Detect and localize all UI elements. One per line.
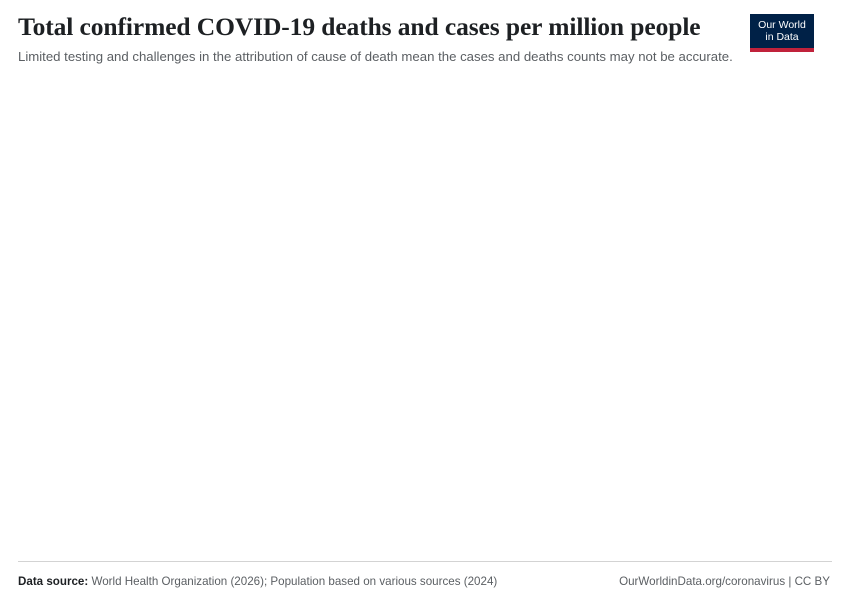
chart-header	[18, 0, 832, 66]
chart-canvas	[18, 76, 832, 561]
page-title: Total confirmed COVID-19 deaths and cases per million people	[18, 12, 701, 41]
owid-logo-line1: Our World	[758, 19, 806, 31]
chart-plot-area[interactable]	[18, 76, 832, 561]
chart-footer	[18, 561, 832, 600]
attribution-link[interactable]: OurWorldinData.org/coronavirus | CC BY	[619, 574, 830, 588]
chart-subtitle: Limited testing and challenges in the attribution of cause of death mean the cases and deaths counts may not be accurate.	[18, 49, 733, 65]
data-source	[18, 575, 497, 588]
data-source-label: Data source:	[18, 574, 89, 588]
owid-logo[interactable]	[750, 14, 814, 52]
data-source-text: World Health Organization (2026); Population based on various sources (2024)	[91, 574, 498, 588]
owid-logo-line2: in Data	[765, 31, 799, 43]
